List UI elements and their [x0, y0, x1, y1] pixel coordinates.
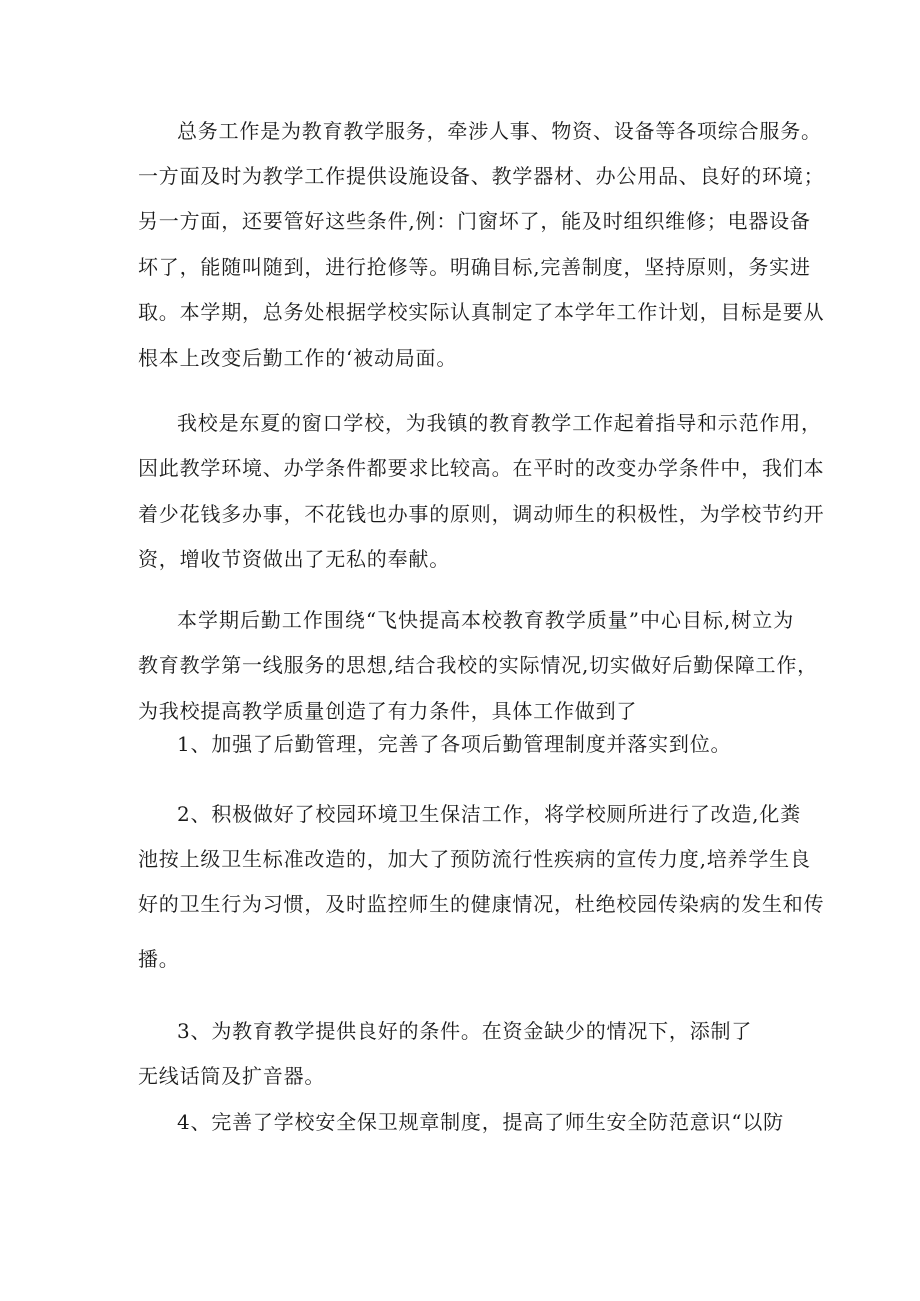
paragraph-1-line-2: 一方面及时为教学工作提供设施设备、教学器材、办公用品、良好的环境；: [138, 164, 825, 188]
list-item-2-line-4: 播。: [138, 947, 180, 971]
paragraph-2-line-4: 资，增收节资做出了无私的奉献。: [138, 547, 450, 571]
paragraph-3-line-1: 本学期后勤工作围绕“飞快提高本校教育教学质量”中心目标,树立为: [177, 608, 794, 632]
list-item-3-line-2: 无线话筒及扩音器。: [138, 1064, 326, 1088]
list-item-2-line-1: 2、积极做好了校园环境卫生保洁工作，将学校厕所进行了改造,化粪: [177, 802, 801, 826]
paragraph-1-line-4: 坏了，能随叫随到，进行抢修等。明确目标,完善制度，坚持原则，务实进: [138, 255, 811, 279]
paragraph-2-line-3: 着少花钱多办事，不花钱也办事的原则，调动师生的积极性，为学校节约开: [138, 502, 825, 526]
paragraph-1-line-6: 根本上改变后勤工作的‘被动局面。: [138, 346, 458, 370]
paragraph-2-line-2: 因此教学环境、办学条件都要求比较高。在平时的改变办学条件中，我们本: [138, 456, 825, 480]
paragraph-1-line-1: 总务工作是为教育教学服务，牵涉人事、物资、设备等各项综合服务。: [177, 119, 822, 143]
list-item-2-line-3: 好的卫生行为习惯，及时监控师生的健康情况，杜绝校园传染病的发生和传: [138, 892, 825, 916]
paragraph-1-line-5: 取。本学期，总务处根据学校实际认真制定了本学年工作计划，目标是要从: [138, 300, 825, 324]
list-item-4-line-1: 4、完善了学校安全保卫规章制度，提高了师生安全防范意识“以防: [177, 1110, 784, 1134]
paragraph-2-line-1: 我校是东夏的窗口学校，为我镇的教育教学工作起着指导和示范作用，: [177, 411, 822, 435]
paragraph-1-line-3: 另一方面，还要管好这些条件,例：门窗坏了，能及时组织维修；电器设备: [138, 209, 811, 233]
list-item-1-line-1: 1、加强了后勤管理，完善了各项后勤管理制度并落实到位。: [177, 732, 732, 756]
list-item-2-line-2: 池按上级卫生标准改造的，加大了预防流行性疾病的宣传力度,培养学生良: [138, 847, 811, 871]
paragraph-3-line-2: 教育教学第一线服务的思想,结合我校的实际情况,切实做好后勤保障工作，: [138, 653, 818, 677]
paragraph-3-line-3: 为我校提高教学质量创造了有力条件，具体工作做到了: [138, 699, 638, 723]
list-item-3-line-1: 3、为教育教学提供良好的条件。在资金缺少的情况下，添制了: [177, 1019, 753, 1043]
